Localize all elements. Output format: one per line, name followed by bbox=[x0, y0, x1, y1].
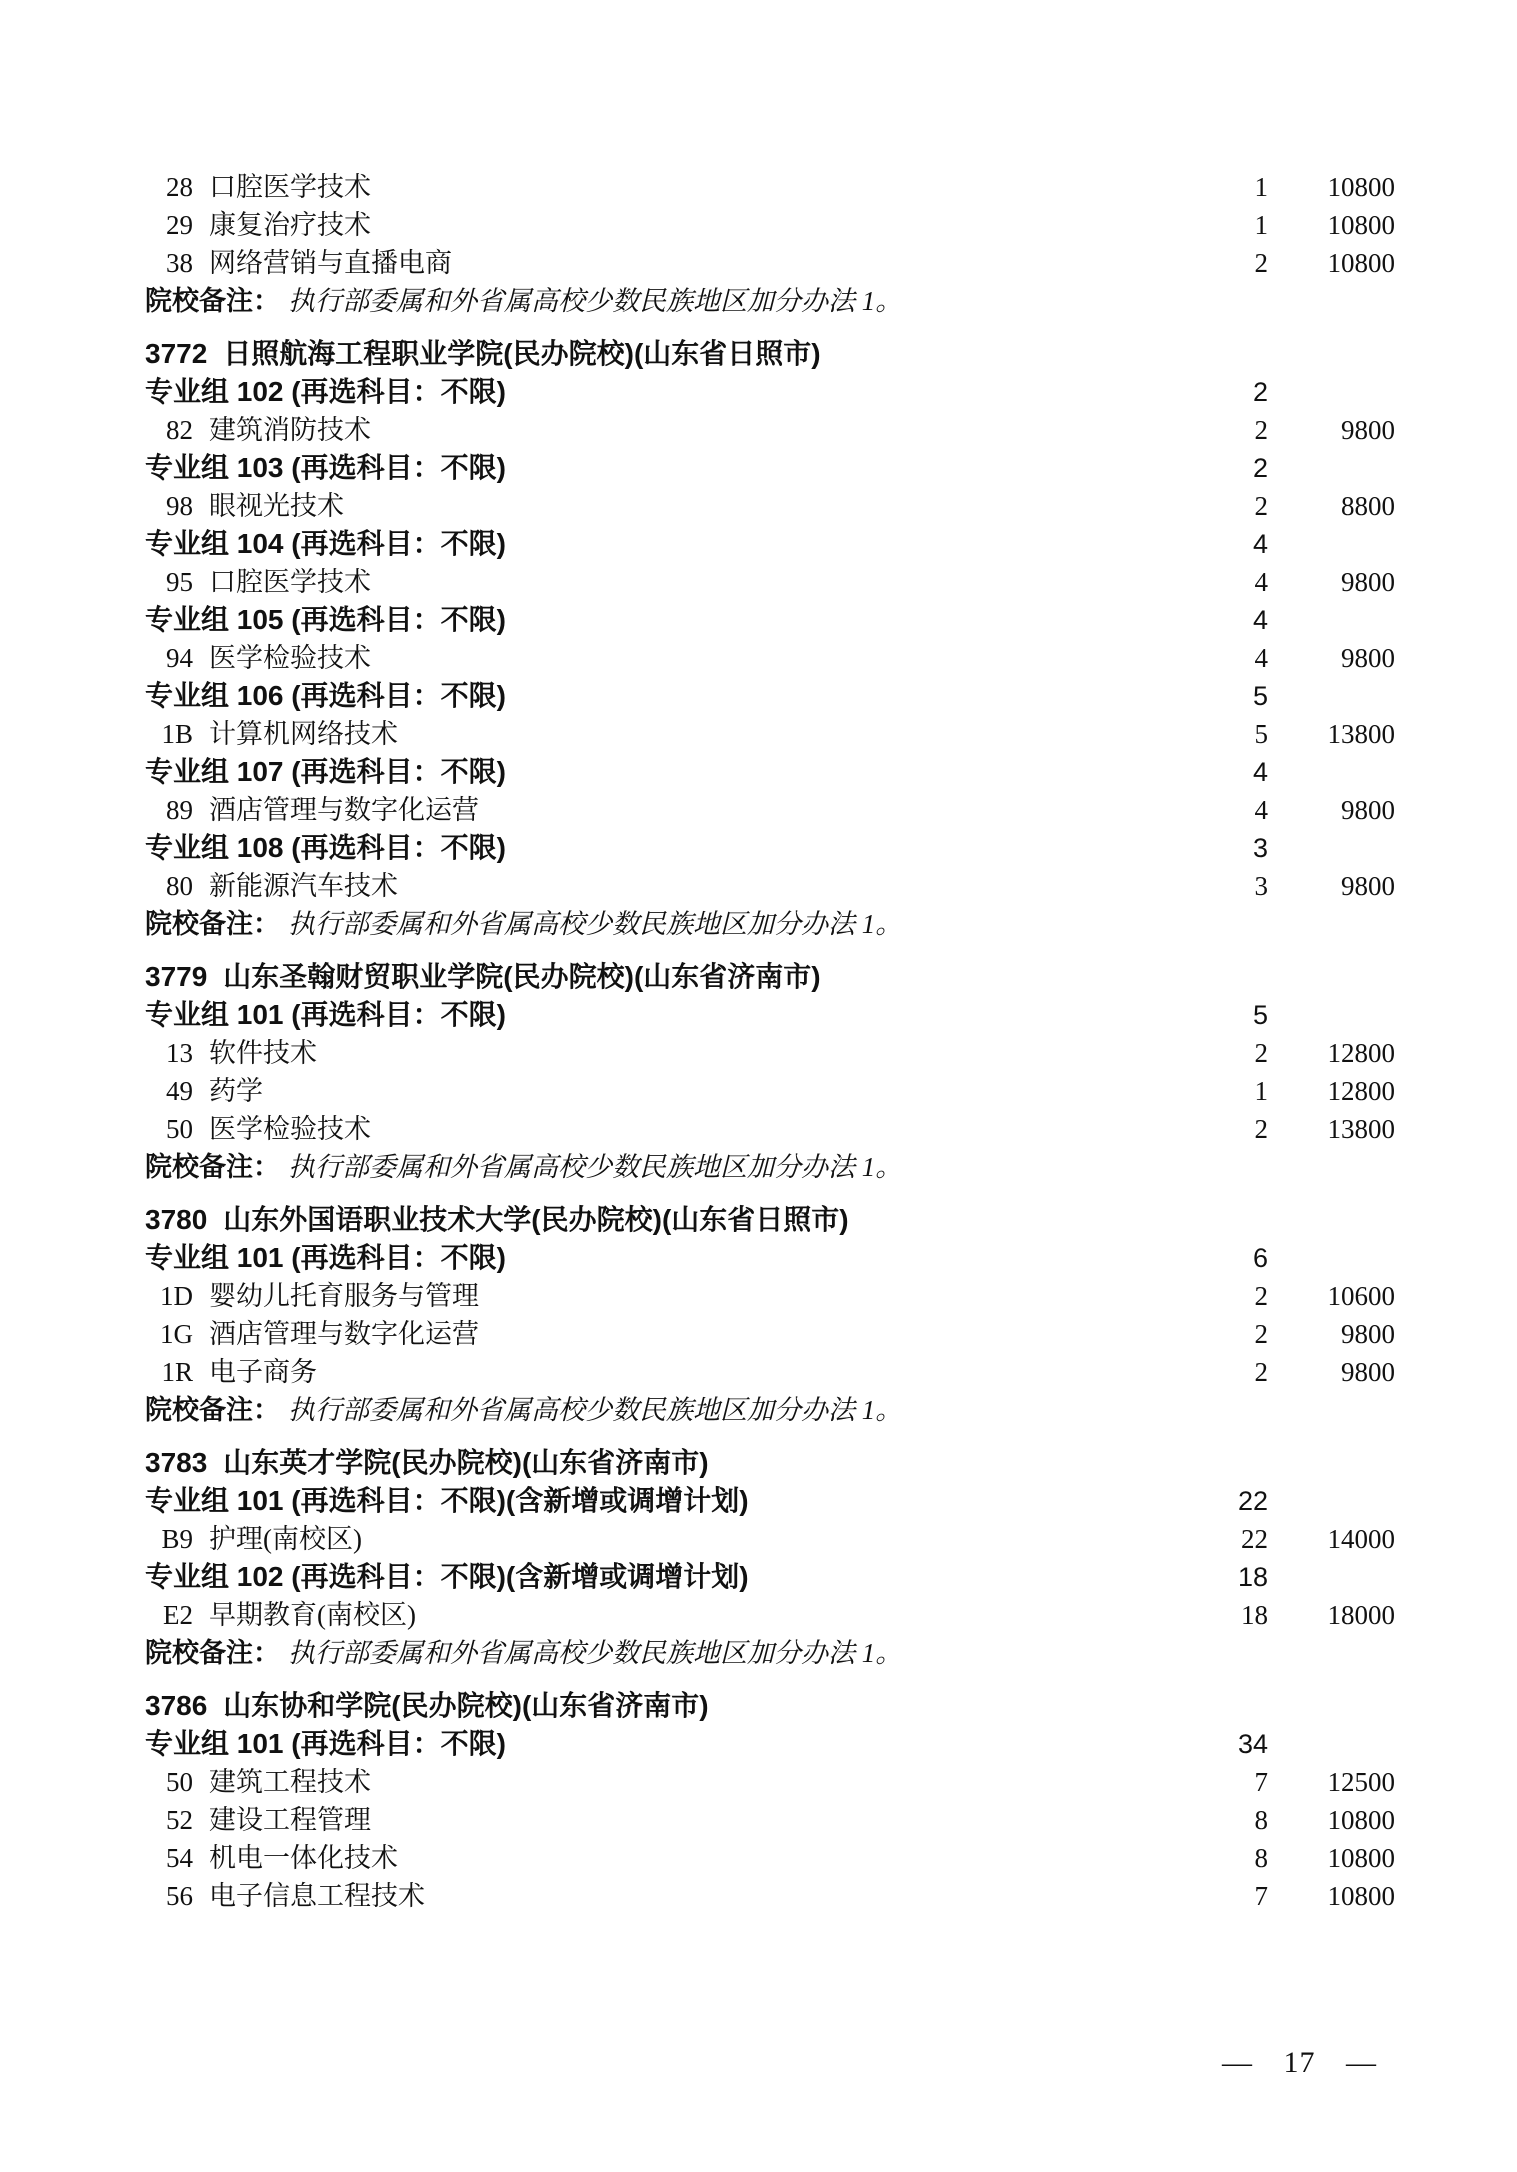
remark-text: 执行部委属和外省属高校少数民族地区加分办法 1。 bbox=[288, 1638, 903, 1668]
course-code: 52 bbox=[166, 1805, 193, 1835]
course-name: 酒店管理与数字化运营 bbox=[209, 1319, 479, 1349]
course-left bbox=[145, 168, 1178, 206]
course-left bbox=[145, 206, 1178, 244]
course-tuition: 10800 bbox=[1327, 1805, 1395, 1835]
course-name: 软件技术 bbox=[209, 1038, 317, 1068]
school-header-row bbox=[145, 335, 1395, 373]
course-code: 38 bbox=[166, 248, 193, 278]
course-row bbox=[145, 1072, 1395, 1110]
group-plan-count: 18 bbox=[1237, 1562, 1268, 1592]
course-plan-count: 7 bbox=[1254, 1881, 1268, 1911]
course-plan-count: 1 bbox=[1254, 172, 1268, 202]
major-group-label: 专业组 102 (再选科目：不限)(含新增或调增计划) bbox=[145, 1561, 749, 1592]
remark-label: 院校备注： bbox=[145, 1395, 280, 1425]
course-code: 50 bbox=[166, 1767, 193, 1797]
group-plan-count: 4 bbox=[1252, 605, 1268, 635]
course-tuition: 10800 bbox=[1327, 248, 1395, 278]
course-tuition: 9800 bbox=[1341, 415, 1395, 445]
course-code: 80 bbox=[166, 871, 193, 901]
course-row bbox=[145, 791, 1395, 829]
course-row bbox=[145, 1110, 1395, 1148]
course-name: 康复治疗技术 bbox=[209, 210, 371, 240]
remark-label: 院校备注： bbox=[145, 1638, 280, 1668]
course-code: E2 bbox=[163, 1600, 193, 1630]
group-plan-count: 2 bbox=[1252, 377, 1268, 407]
course-name: 建设工程管理 bbox=[209, 1805, 371, 1835]
course-left bbox=[145, 1353, 1178, 1391]
course-tuition: 14000 bbox=[1327, 1524, 1395, 1554]
course-code: 56 bbox=[166, 1881, 193, 1911]
course-tuition: 10800 bbox=[1327, 1881, 1395, 1911]
course-name: 网络营销与直播电商 bbox=[209, 248, 452, 278]
course-name: 酒店管理与数字化运营 bbox=[209, 795, 479, 825]
school-name: 山东协和学院(民办院校)(山东省济南市) bbox=[223, 1690, 709, 1721]
group-plan-count: 4 bbox=[1252, 529, 1268, 559]
major-group-row bbox=[145, 677, 1395, 715]
remark-text: 执行部委属和外省属高校少数民族地区加分办法 1。 bbox=[288, 1152, 903, 1182]
course-row bbox=[145, 1763, 1395, 1801]
remark-label: 院校备注： bbox=[145, 1152, 280, 1182]
course-left bbox=[145, 1072, 1178, 1110]
course-tuition: 9800 bbox=[1341, 567, 1395, 597]
course-code: 29 bbox=[166, 210, 193, 240]
major-group-label: 专业组 101 (再选科目：不限) bbox=[145, 1728, 506, 1759]
course-code: 1B bbox=[161, 719, 193, 749]
course-tuition: 8800 bbox=[1341, 491, 1395, 521]
major-group-label: 专业组 108 (再选科目：不限) bbox=[145, 832, 506, 863]
course-code: 1D bbox=[160, 1281, 193, 1311]
course-tuition: 13800 bbox=[1327, 1114, 1395, 1144]
course-name: 药学 bbox=[209, 1076, 263, 1106]
course-row bbox=[145, 1353, 1395, 1391]
group-plan-count: 3 bbox=[1252, 833, 1268, 863]
school-name: 山东外国语职业技术大学(民办院校)(山东省日照市) bbox=[223, 1204, 849, 1235]
school-header-row bbox=[145, 1444, 1395, 1482]
course-name: 婴幼儿托育服务与管理 bbox=[209, 1281, 479, 1311]
major-group-label: 专业组 103 (再选科目：不限) bbox=[145, 452, 506, 483]
course-name: 机电一体化技术 bbox=[209, 1843, 398, 1873]
course-row bbox=[145, 411, 1395, 449]
course-row bbox=[145, 1034, 1395, 1072]
remark-label: 院校备注： bbox=[145, 286, 280, 316]
course-plan-count: 18 bbox=[1241, 1600, 1268, 1630]
major-group-label: 专业组 101 (再选科目：不限)(含新增或调增计划) bbox=[145, 1485, 749, 1516]
course-left bbox=[145, 1839, 1178, 1877]
group-plan-count: 4 bbox=[1252, 757, 1268, 787]
course-tuition: 13800 bbox=[1327, 719, 1395, 749]
course-name: 口腔医学技术 bbox=[209, 172, 371, 202]
major-group-label: 专业组 102 (再选科目：不限) bbox=[145, 376, 506, 407]
page-number-text: — 17 — bbox=[1222, 2046, 1377, 2079]
course-tuition: 9800 bbox=[1341, 871, 1395, 901]
course-plan-count: 2 bbox=[1254, 248, 1268, 278]
course-left bbox=[145, 1315, 1178, 1353]
remark-text: 执行部委属和外省属高校少数民族地区加分办法 1。 bbox=[288, 286, 903, 316]
course-code: 82 bbox=[166, 415, 193, 445]
course-left bbox=[145, 1763, 1178, 1801]
course-left bbox=[145, 1801, 1178, 1839]
remark-text: 执行部委属和外省属高校少数民族地区加分办法 1。 bbox=[288, 909, 903, 939]
course-plan-count: 2 bbox=[1254, 415, 1268, 445]
school-header-row bbox=[145, 1687, 1395, 1725]
course-code: 89 bbox=[166, 795, 193, 825]
course-plan-count: 2 bbox=[1254, 491, 1268, 521]
major-group-row bbox=[145, 1558, 1395, 1596]
course-plan-count: 2 bbox=[1254, 1281, 1268, 1311]
major-group-row bbox=[145, 449, 1395, 487]
course-plan-count: 5 bbox=[1254, 719, 1268, 749]
course-left bbox=[145, 1877, 1178, 1915]
major-group-row bbox=[145, 1725, 1395, 1763]
course-left bbox=[145, 487, 1178, 525]
major-group-row bbox=[145, 525, 1395, 563]
course-code: B9 bbox=[161, 1524, 193, 1554]
course-plan-count: 1 bbox=[1254, 1076, 1268, 1106]
course-tuition: 9800 bbox=[1341, 1319, 1395, 1349]
course-row bbox=[145, 1520, 1395, 1558]
remark-row bbox=[145, 282, 1395, 320]
course-row bbox=[145, 1877, 1395, 1915]
course-plan-count: 8 bbox=[1254, 1805, 1268, 1835]
course-row bbox=[145, 867, 1395, 905]
course-code: 49 bbox=[166, 1076, 193, 1106]
course-name: 口腔医学技术 bbox=[209, 567, 371, 597]
course-tuition: 10600 bbox=[1327, 1281, 1395, 1311]
major-group-label: 专业组 105 (再选科目：不限) bbox=[145, 604, 506, 635]
group-plan-count: 5 bbox=[1252, 1000, 1268, 1030]
major-group-label: 专业组 106 (再选科目：不限) bbox=[145, 680, 506, 711]
course-row bbox=[145, 715, 1395, 753]
course-name: 医学检验技术 bbox=[209, 643, 371, 673]
course-left bbox=[145, 791, 1178, 829]
course-plan-count: 1 bbox=[1254, 210, 1268, 240]
school-name: 山东圣翰财贸职业学院(民办院校)(山东省济南市) bbox=[223, 961, 821, 992]
course-name: 医学检验技术 bbox=[209, 1114, 371, 1144]
course-row bbox=[145, 168, 1395, 206]
course-plan-count: 22 bbox=[1241, 1524, 1268, 1554]
major-group-row bbox=[145, 753, 1395, 791]
school-code: 3779 bbox=[145, 961, 208, 992]
course-tuition: 10800 bbox=[1327, 210, 1395, 240]
remark-label: 院校备注： bbox=[145, 909, 280, 939]
course-left bbox=[145, 867, 1178, 905]
course-plan-count: 4 bbox=[1254, 795, 1268, 825]
school-code: 3772 bbox=[145, 338, 208, 369]
course-name: 电子商务 bbox=[209, 1357, 317, 1387]
remark-text: 执行部委属和外省属高校少数民族地区加分办法 1。 bbox=[288, 1395, 903, 1425]
major-group-label: 专业组 107 (再选科目：不限) bbox=[145, 756, 506, 787]
course-name: 电子信息工程技术 bbox=[209, 1881, 425, 1911]
major-group-row bbox=[145, 1482, 1395, 1520]
course-name: 建筑工程技术 bbox=[209, 1767, 371, 1797]
course-name: 早期教育(南校区) bbox=[209, 1600, 416, 1630]
course-row bbox=[145, 1277, 1395, 1315]
remark-row bbox=[145, 1634, 1395, 1672]
course-row bbox=[145, 1596, 1395, 1634]
course-tuition: 12800 bbox=[1327, 1038, 1395, 1068]
course-left bbox=[145, 1034, 1178, 1072]
course-name: 护理(南校区) bbox=[209, 1524, 362, 1554]
course-row bbox=[145, 1315, 1395, 1353]
course-name: 计算机网络技术 bbox=[209, 719, 398, 749]
course-code: 13 bbox=[166, 1038, 193, 1068]
course-name: 眼视光技术 bbox=[209, 491, 344, 521]
school-header-row bbox=[145, 958, 1395, 996]
group-plan-count: 34 bbox=[1237, 1729, 1268, 1759]
course-code: 1G bbox=[160, 1319, 193, 1349]
course-code: 1R bbox=[161, 1357, 193, 1387]
course-plan-count: 2 bbox=[1254, 1319, 1268, 1349]
school-name: 山东英才学院(民办院校)(山东省济南市) bbox=[223, 1447, 709, 1478]
course-plan-count: 2 bbox=[1254, 1038, 1268, 1068]
page-number bbox=[1222, 2046, 1377, 2080]
course-plan-count: 2 bbox=[1254, 1357, 1268, 1387]
course-code: 98 bbox=[166, 491, 193, 521]
course-left bbox=[145, 1520, 1178, 1558]
course-tuition: 10800 bbox=[1327, 172, 1395, 202]
course-tuition: 9800 bbox=[1341, 643, 1395, 673]
course-row bbox=[145, 1839, 1395, 1877]
major-group-row bbox=[145, 1239, 1395, 1277]
course-code: 50 bbox=[166, 1114, 193, 1144]
course-code: 54 bbox=[166, 1843, 193, 1873]
course-left bbox=[145, 1596, 1178, 1634]
school-name: 日照航海工程职业学院(民办院校)(山东省日照市) bbox=[223, 338, 821, 369]
course-left bbox=[145, 639, 1178, 677]
course-tuition: 9800 bbox=[1341, 1357, 1395, 1387]
group-plan-count: 2 bbox=[1252, 453, 1268, 483]
course-code: 95 bbox=[166, 567, 193, 597]
course-left bbox=[145, 563, 1178, 601]
course-left bbox=[145, 1277, 1178, 1315]
school-code: 3786 bbox=[145, 1690, 208, 1721]
major-group-label: 专业组 101 (再选科目：不限) bbox=[145, 1242, 506, 1273]
course-tuition: 9800 bbox=[1341, 795, 1395, 825]
course-row bbox=[145, 487, 1395, 525]
course-left bbox=[145, 411, 1178, 449]
course-plan-count: 7 bbox=[1254, 1767, 1268, 1797]
course-plan-count: 8 bbox=[1254, 1843, 1268, 1873]
course-row bbox=[145, 244, 1395, 282]
group-plan-count: 22 bbox=[1237, 1486, 1268, 1516]
remark-row bbox=[145, 1148, 1395, 1186]
remark-row bbox=[145, 1391, 1395, 1429]
remark-row bbox=[145, 905, 1395, 943]
course-row bbox=[145, 563, 1395, 601]
major-group-label: 专业组 104 (再选科目：不限) bbox=[145, 528, 506, 559]
course-tuition: 12800 bbox=[1327, 1076, 1395, 1106]
major-group-row bbox=[145, 601, 1395, 639]
course-left bbox=[145, 1110, 1178, 1148]
course-name: 建筑消防技术 bbox=[209, 415, 371, 445]
group-plan-count: 6 bbox=[1252, 1243, 1268, 1273]
course-code: 94 bbox=[166, 643, 193, 673]
school-code: 3783 bbox=[145, 1447, 208, 1478]
school-header-row bbox=[145, 1201, 1395, 1239]
course-tuition: 12500 bbox=[1327, 1767, 1395, 1797]
course-plan-count: 3 bbox=[1254, 871, 1268, 901]
course-plan-count: 2 bbox=[1254, 1114, 1268, 1144]
course-left bbox=[145, 715, 1178, 753]
course-name: 新能源汽车技术 bbox=[209, 871, 398, 901]
course-code: 28 bbox=[166, 172, 193, 202]
major-group-row bbox=[145, 373, 1395, 411]
course-tuition: 18000 bbox=[1327, 1600, 1395, 1630]
major-group-row bbox=[145, 829, 1395, 867]
course-left bbox=[145, 244, 1178, 282]
course-row bbox=[145, 639, 1395, 677]
course-plan-count: 4 bbox=[1254, 567, 1268, 597]
major-group-row bbox=[145, 996, 1395, 1034]
course-row bbox=[145, 206, 1395, 244]
group-plan-count: 5 bbox=[1252, 681, 1268, 711]
course-plan-count: 4 bbox=[1254, 643, 1268, 673]
course-tuition: 10800 bbox=[1327, 1843, 1395, 1873]
course-row bbox=[145, 1801, 1395, 1839]
school-code: 3780 bbox=[145, 1204, 208, 1235]
document-content bbox=[145, 168, 1395, 1915]
major-group-label: 专业组 101 (再选科目：不限) bbox=[145, 999, 506, 1030]
